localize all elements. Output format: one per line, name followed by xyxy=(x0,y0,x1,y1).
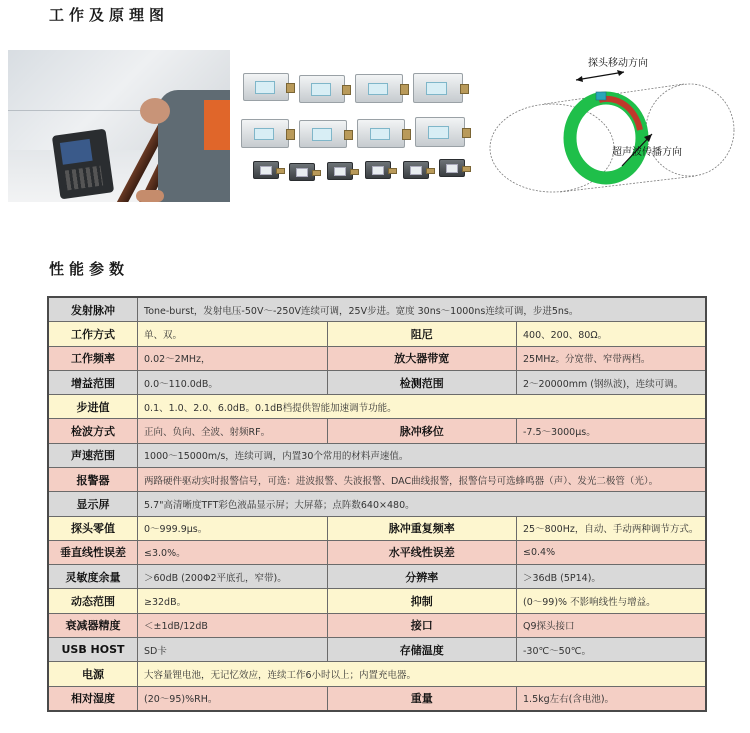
section-title-working-principle: 工作及原理图 xyxy=(49,6,170,24)
spec-label: 工作方式 xyxy=(48,322,138,346)
spec-value: 0.0～110.0dB。 xyxy=(138,370,328,394)
probe-marker xyxy=(596,92,606,100)
spec-label: 声速范围 xyxy=(48,443,138,467)
spec-label: USB HOST xyxy=(48,637,138,661)
spec-label: 阻尼 xyxy=(327,322,517,346)
spec-value: 两路硬件驱动实时报警信号，可选：进波报警、失波报警、DAC曲线报警，报警信号可选蜂鸣器（声）、发光二极管（光）。 xyxy=(138,467,707,491)
table-row xyxy=(48,419,706,443)
spec-value: 1.5kg左右(含电池)。 xyxy=(517,686,707,711)
spec-value: ＜±1dB/12dB xyxy=(138,613,328,637)
spec-label: 显示屏 xyxy=(48,492,138,516)
spec-label: 报警器 xyxy=(48,467,138,491)
spec-label: 检测范围 xyxy=(327,370,517,394)
spec-value: Q9探头接口 xyxy=(517,613,707,637)
spec-label: 发射脉冲 xyxy=(48,297,138,322)
spec-label: 脉冲重复频率 xyxy=(327,516,517,540)
spec-value: ＞60dB (200Φ2平底孔，窄带)。 xyxy=(138,565,328,589)
flaw-detector-device xyxy=(52,129,114,200)
spec-value: 1000～15000m/s，连续可调，内置30个常用的材料声速值。 xyxy=(138,443,707,467)
table-row xyxy=(48,637,706,661)
spec-label: 接口 xyxy=(327,613,517,637)
spec-value: SD卡 xyxy=(138,637,328,661)
spec-value: (0～99)% 不影响线性与增益。 xyxy=(517,589,707,613)
spec-label: 脉冲移位 xyxy=(327,419,517,443)
spec-label: 步进值 xyxy=(48,395,138,419)
spec-value: ＞36dB (5P14)。 xyxy=(517,565,707,589)
pipe-end-right xyxy=(646,84,734,176)
table-row xyxy=(48,395,706,419)
spec-value: 5.7"高清晰度TFT彩色液晶显示屏；大屏幕；点阵数640×480。 xyxy=(138,492,707,516)
spec-value: Tone-burst，发射电压-50V～-250V连续可调，25V步进。宽度 30ns～1000ns连续可调，步进5ns。 xyxy=(138,297,707,322)
guided-wave-diagram xyxy=(484,48,746,198)
spec-label: 探头零值 xyxy=(48,516,138,540)
section-title-performance: 性能参数 xyxy=(49,260,130,278)
table-row xyxy=(48,322,706,346)
spec-value: 2～20000mm (钢纵波)，连续可调。 xyxy=(517,370,707,394)
spec-value: 大容量锂电池，无记忆效应，连续工作6小时以上；内置充电器。 xyxy=(138,662,707,686)
table-row xyxy=(48,565,706,589)
spec-value: 单、双。 xyxy=(138,322,328,346)
spec-label: 相对湿度 xyxy=(48,686,138,711)
spec-label: 分辨率 xyxy=(327,565,517,589)
spec-label: 工作频率 xyxy=(48,346,138,370)
table-row xyxy=(48,662,706,686)
spec-label: 增益范围 xyxy=(48,370,138,394)
spec-value: 25MHz。分宽带、窄带两档。 xyxy=(517,346,707,370)
move-direction-label: 探头移动方向 xyxy=(588,58,648,69)
spec-table xyxy=(47,296,707,712)
table-row xyxy=(48,686,706,711)
table-row xyxy=(48,346,706,370)
table-row xyxy=(48,443,706,467)
operator-photo xyxy=(8,50,230,202)
spec-label: 存储温度 xyxy=(327,637,517,661)
spec-value: ≤0.4% xyxy=(517,540,707,564)
spec-label: 水平线性误差 xyxy=(327,540,517,564)
spec-value: ≥32dB。 xyxy=(138,589,328,613)
spec-label: 动态范围 xyxy=(48,589,138,613)
spec-value: 0.1、1.0、2.0、6.0dB。0.1dB档提供智能加速调节功能。 xyxy=(138,395,707,419)
table-row xyxy=(48,613,706,637)
table-row xyxy=(48,540,706,564)
spec-value: -30℃～50℃。 xyxy=(517,637,707,661)
probes-photo xyxy=(237,57,479,197)
spec-label: 垂直线性误差 xyxy=(48,540,138,564)
table-row xyxy=(48,589,706,613)
table-row xyxy=(48,492,706,516)
spec-value: (20～95)%RH。 xyxy=(138,686,328,711)
spec-value: -7.5～3000μs。 xyxy=(517,419,707,443)
table-row xyxy=(48,370,706,394)
spec-value: 0～999.9μs。 xyxy=(138,516,328,540)
spec-label: 放大器带宽 xyxy=(327,346,517,370)
spec-label: 衰减器精度 xyxy=(48,613,138,637)
spec-label: 灵敏度余量 xyxy=(48,565,138,589)
spec-label: 抑制 xyxy=(327,589,517,613)
move-direction-arrow xyxy=(576,72,624,80)
table-row xyxy=(48,297,706,322)
spec-label: 重量 xyxy=(327,686,517,711)
spec-value: 正向、负向、全波、射频RF。 xyxy=(138,419,328,443)
spec-value: ≤3.0%。 xyxy=(138,540,328,564)
spec-label: 电源 xyxy=(48,662,138,686)
spec-label: 检波方式 xyxy=(48,419,138,443)
spec-value: 400、200、80Ω。 xyxy=(517,322,707,346)
table-row xyxy=(48,516,706,540)
wave-direction-label: 超声波传播方向 xyxy=(612,147,682,158)
spec-value: 25～800Hz，自动、手动两种调节方式。 xyxy=(517,516,707,540)
table-row xyxy=(48,467,706,491)
spec-value: 0.02～2MHz， xyxy=(138,346,328,370)
